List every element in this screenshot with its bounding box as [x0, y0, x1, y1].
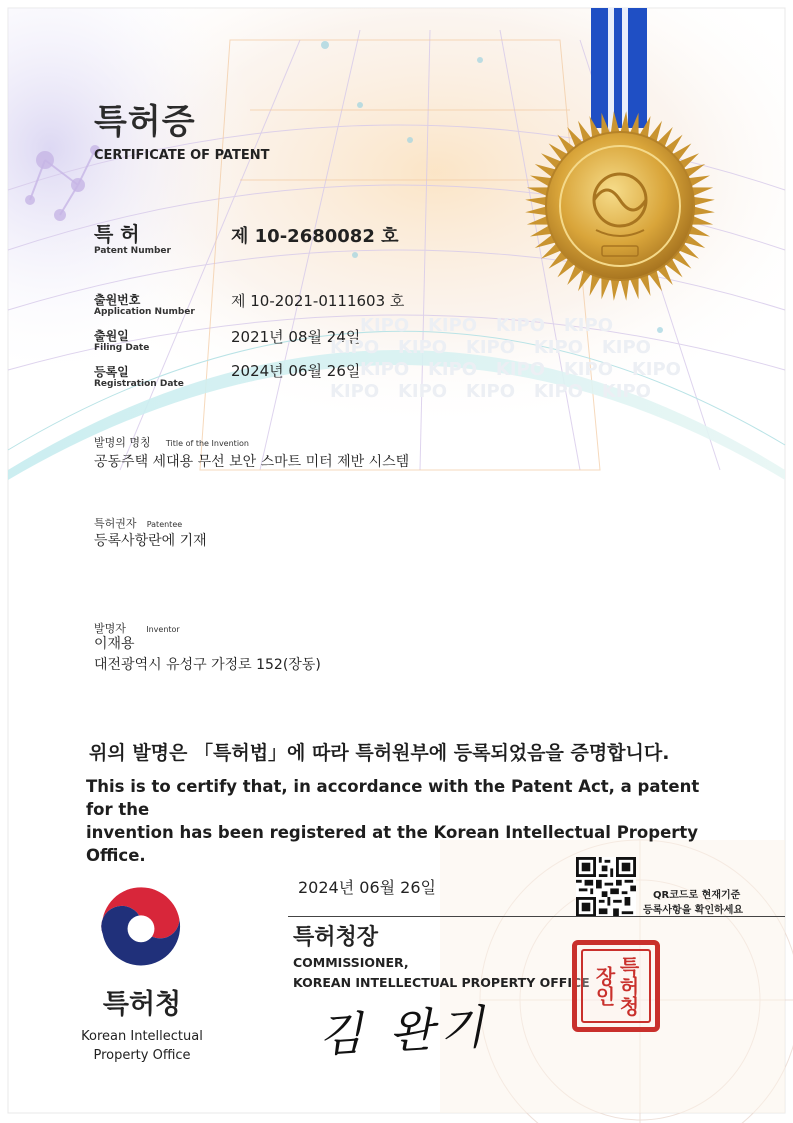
filing-date-label-ko: 출원일 [94, 329, 129, 343]
patentee-value: 등록사항란에 기재 [94, 533, 207, 549]
registration-date-label-en: Registration Date [94, 379, 184, 389]
application-number-label-en: Application Number [94, 307, 195, 317]
kipo-watermark: KIPO KIPO KIPO KIPO KIPO KIPO KIPO KIPO KIPO KIPO KIPO KIPO KIPO KIPO KIPO KIPO KIPO KIPO KIPO [330, 315, 681, 402]
red-seal-stamp-icon: 특허청장인 [572, 940, 660, 1032]
gold-seal-icon [524, 110, 716, 302]
kipo-taegeuk-logo-icon [93, 876, 189, 972]
patentee-label: 특허권자 Patentee [94, 517, 183, 530]
title-english: CERTIFICATE OF PATENT [94, 148, 270, 163]
signature-divider [288, 916, 785, 917]
office-name-english: Korean Intellectual Property Office [81, 1029, 203, 1063]
filing-date-value: 2021년 08월 24일 [231, 328, 361, 346]
patent-number-value: 제 10-2680082 호 [231, 226, 399, 247]
certification-text-english: This is to certify that, in accordance with the Patent Act, a patent for the invention has been registered at the Korean Intellectual Property Office. [86, 777, 700, 865]
patent-number-label-en: Patent Number [94, 246, 171, 256]
office-name-korean: 특허청 [102, 989, 182, 1020]
commissioner-title-korean: 특허청장 [293, 925, 379, 950]
application-number-label-ko: 출원번호 [94, 293, 141, 307]
qr-caption: QR코드로 현재기준 등록사항을 확인하세요 [643, 890, 744, 916]
title-korean: 특허증 [94, 102, 196, 142]
certification-text-korean: 위의 발명은 「특허법」에 따라 특허원부에 등록되었음을 증명합니다. [89, 742, 670, 764]
inventor-label: 발명자 Inventor [94, 622, 180, 635]
filing-date-label-en: Filing Date [94, 343, 150, 353]
registration-date-value: 2024년 06월 26일 [231, 362, 361, 380]
commissioner-title-english: COMMISSIONER, KOREAN INTELLECTUAL PROPERTY OFFICE [293, 955, 590, 990]
issue-date: 2024년 06월 26일 [298, 878, 436, 897]
qr-code-icon[interactable] [576, 857, 636, 917]
patent-number-label-ko: 특 허 [94, 222, 140, 246]
registration-date-label-ko: 등록일 [94, 365, 129, 379]
commissioner-signature: 김 완기 [316, 999, 492, 1063]
invention-title-label: 발명의 명칭 Title of the Invention [94, 436, 249, 449]
inventor-address: 대전광역시 유성구 가정로 152(장동) [94, 657, 321, 673]
application-number-value: 제 10-2021-0111603 호 [231, 292, 405, 310]
invention-title-value: 공동주택 세대용 무선 보안 스마트 미터 제반 시스템 [94, 454, 410, 470]
inventor-name: 이재용 [94, 636, 135, 652]
